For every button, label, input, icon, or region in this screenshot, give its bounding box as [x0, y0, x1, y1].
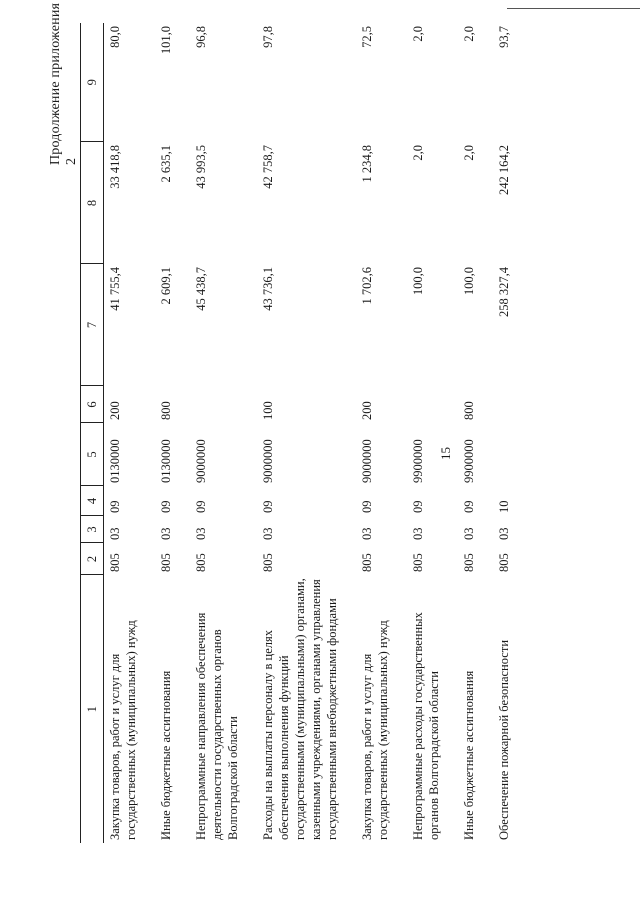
row-name: Непрограммные направления обеспечения деятельности государственных органов Волгоградской области — [194, 612, 240, 840]
column-header: 6 — [81, 386, 104, 423]
cell-col4: 09 — [360, 500, 374, 513]
cell-col3: 03 — [360, 527, 374, 540]
cell-col4: 09 — [261, 500, 275, 513]
cell-col5: 9900000 — [411, 439, 425, 483]
cell-col7: 1 702,6 — [360, 267, 374, 305]
cell-col6: 100 — [261, 401, 275, 420]
cell-col8: 42 758,7 — [261, 145, 275, 189]
column-header: 3 — [81, 516, 104, 543]
column-header: 8 — [81, 142, 104, 264]
cell-col9: 93,7 — [497, 26, 511, 48]
cell-col3: 03 — [108, 527, 122, 540]
cell-col2: 805 — [159, 553, 173, 572]
cell-col3: 03 — [261, 527, 275, 540]
cell-col4: 09 — [462, 500, 476, 513]
cell-col4: 09 — [108, 500, 122, 513]
cell-col2: 805 — [360, 553, 374, 572]
table-row — [493, 23, 528, 843]
cell-col5: 9000000 — [194, 439, 208, 483]
cell-col4: 10 — [497, 500, 511, 513]
column-header: 1 — [81, 575, 104, 843]
cell-col7: 41 755,4 — [108, 267, 122, 311]
cell-col6: 800 — [159, 401, 173, 420]
column-header: 4 — [81, 486, 104, 516]
cell-col9: 97,8 — [261, 26, 275, 48]
cell-col2: 805 — [497, 553, 511, 572]
cell-col8: 2 635,1 — [159, 145, 173, 183]
cell-col2: 805 — [261, 553, 275, 572]
cell-col2: 805 — [462, 553, 476, 572]
cell-col3: 03 — [411, 527, 425, 540]
table-row — [155, 23, 190, 843]
cell-col4: 09 — [159, 500, 173, 513]
cell-col6 — [190, 386, 257, 423]
cell-col2: 805 — [411, 553, 425, 572]
cell-col7: 100,0 — [462, 267, 476, 296]
table-row — [356, 23, 407, 843]
page-number: 15 — [438, 447, 453, 460]
cell-col9: 96,8 — [194, 26, 208, 48]
cell-col8: 242 164,2 — [497, 145, 511, 195]
cell-col8: 1 234,8 — [360, 145, 374, 183]
row-name: Закупка товаров, работ и услуг для государственных (муниципальных) нужд — [108, 620, 138, 840]
table-row — [257, 23, 356, 843]
continuation-label: Продолжение приложения 2 — [48, 2, 79, 165]
cell-col7: 2 609,1 — [159, 267, 173, 305]
cell-col3: 03 — [159, 527, 173, 540]
cell-col8: 2,0 — [411, 145, 425, 161]
column-header: 2 — [81, 543, 104, 575]
row-name: Расходы на выплаты персоналу в целях обеспечения выполнения функций государственными (муниципальными) органами, казенными учреждениями, органами управления государственными внебюджетными фондами — [261, 578, 339, 840]
cell-col5: 0130000 — [159, 439, 173, 483]
row-name: Иные бюджетные ассигнования — [159, 670, 173, 840]
table-row — [190, 23, 257, 843]
cell-col4: 09 — [411, 500, 425, 513]
cell-col9: 101,0 — [159, 26, 173, 55]
table-row — [458, 23, 493, 843]
cell-col7: 43 736,1 — [261, 267, 275, 311]
cell-col8: 43 993,5 — [194, 145, 208, 189]
cell-col7: 100,0 — [411, 267, 425, 296]
cell-col3: 03 — [462, 527, 476, 540]
cell-col9: 72,5 — [360, 26, 374, 48]
table-row — [407, 23, 458, 843]
cell-col7: 45 438,7 — [194, 267, 208, 311]
cell-col5 — [493, 423, 528, 486]
cell-col2: 805 — [108, 553, 122, 572]
budget-table — [80, 23, 528, 843]
row-name: Закупка товаров, работ и услуг для государственных (муниципальных) нужд — [360, 620, 390, 840]
cell-col5: 9000000 — [360, 439, 374, 483]
cell-col2: 805 — [194, 553, 208, 572]
cell-col9: 2,0 — [411, 26, 425, 42]
cell-col8: 33 418,8 — [108, 145, 122, 189]
header-row — [81, 23, 104, 843]
column-header: 7 — [81, 264, 104, 386]
row-name: Обеспечение пожарной безопасности — [497, 639, 511, 840]
column-header: 5 — [81, 423, 104, 486]
cell-col8: 2,0 — [462, 145, 476, 161]
cell-col6 — [407, 386, 458, 423]
row-name: Иные бюджетные ассигнования — [462, 670, 476, 840]
cell-col5: 0130000 — [108, 439, 122, 483]
cell-col5: 9000000 — [261, 439, 275, 483]
cell-col6: 800 — [462, 401, 476, 420]
cell-col3: 03 — [497, 527, 511, 540]
row-name: Непрограммные расходы государственных органов Волгоградской области — [411, 612, 441, 840]
table-row — [104, 23, 156, 843]
cell-col3: 03 — [194, 527, 208, 540]
cell-col9: 2,0 — [462, 26, 476, 42]
cell-col7: 258 327,4 — [497, 267, 511, 317]
cell-col6: 200 — [108, 401, 122, 420]
cell-col6: 200 — [360, 401, 374, 420]
cell-col5: 9900000 — [462, 439, 476, 483]
cell-col9: 80,0 — [108, 26, 122, 48]
cell-col6 — [493, 386, 528, 423]
column-header: 9 — [81, 23, 104, 142]
cell-col4: 09 — [194, 500, 208, 513]
